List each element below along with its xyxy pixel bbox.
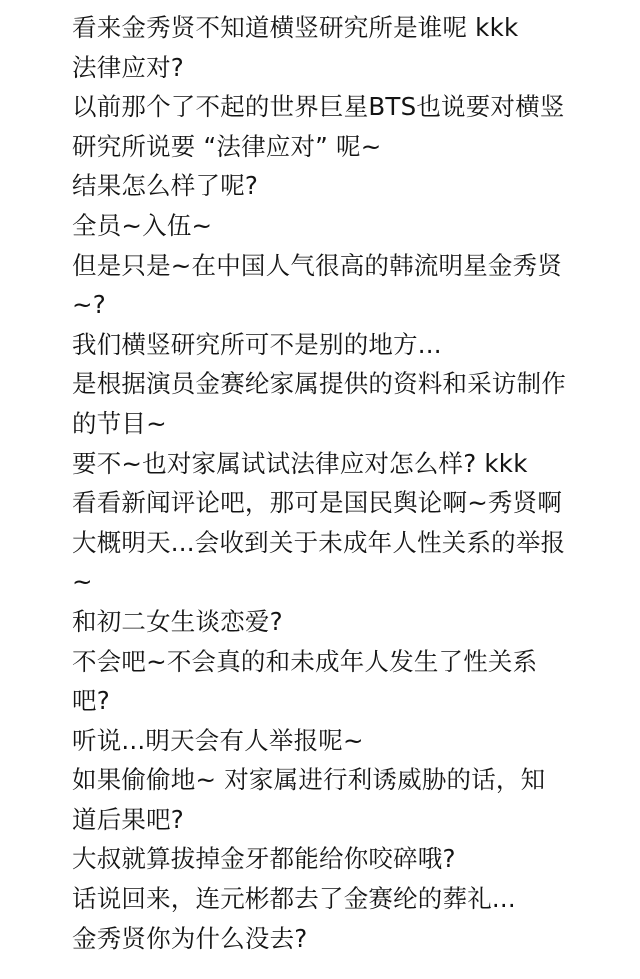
text-line: ~? <box>72 290 106 320</box>
text-line: 大概明天...会收到关于未成年人性关系的举报 <box>72 527 566 557</box>
text-line: 要不~也对家属试试法律应对怎么样? kkk <box>72 448 528 478</box>
text-line: 的节目~ <box>72 408 167 438</box>
text-line: 以前那个了不起的世界巨星BTS也说要对横竖 <box>72 92 565 122</box>
text-line: 话说回来，连元彬都去了金赛纶的葬礼... <box>72 884 516 914</box>
text-line: 研究所说要 “法律应对” 呢~ <box>72 131 382 161</box>
text-line: 结果怎么样了呢? <box>72 171 259 201</box>
text-line: 我们横竖研究所可不是别的地方... <box>72 329 442 359</box>
text-line: 如果偷偷地~ 对家属进行利诱威胁的话，知 <box>72 765 546 795</box>
text-line: 道后果吧? <box>72 804 185 834</box>
text-line: 是根据演员金赛纶家属提供的资料和采访制作 <box>72 369 566 399</box>
text-line: ~ <box>72 567 93 597</box>
text-line: 法律应对? <box>72 52 185 82</box>
text-line: 不会吧~不会真的和未成年人发生了性关系 <box>72 646 538 676</box>
text-line: 听说...明天会有人举报呢~ <box>72 725 364 755</box>
text-line: 金秀贤你为什么没去? <box>72 923 308 953</box>
text-line: 全员~入伍~ <box>72 210 213 240</box>
text-line: 看来金秀贤不知道横竖研究所是谁呢 kkk <box>72 13 519 42</box>
text-line: 吧? <box>72 686 110 716</box>
text-line: 大叔就算拔掉金牙都能给你咬碎哦? <box>72 844 456 874</box>
text-line: 看看新闻评论吧，那可是国民舆论啊~秀贤啊 <box>72 488 563 518</box>
text-line: 但是只是~在中国人气很高的韩流明星金秀贤 <box>72 250 563 280</box>
text-line: 和初二女生谈恋爱? <box>72 606 283 636</box>
post-text <box>72 8 628 958</box>
